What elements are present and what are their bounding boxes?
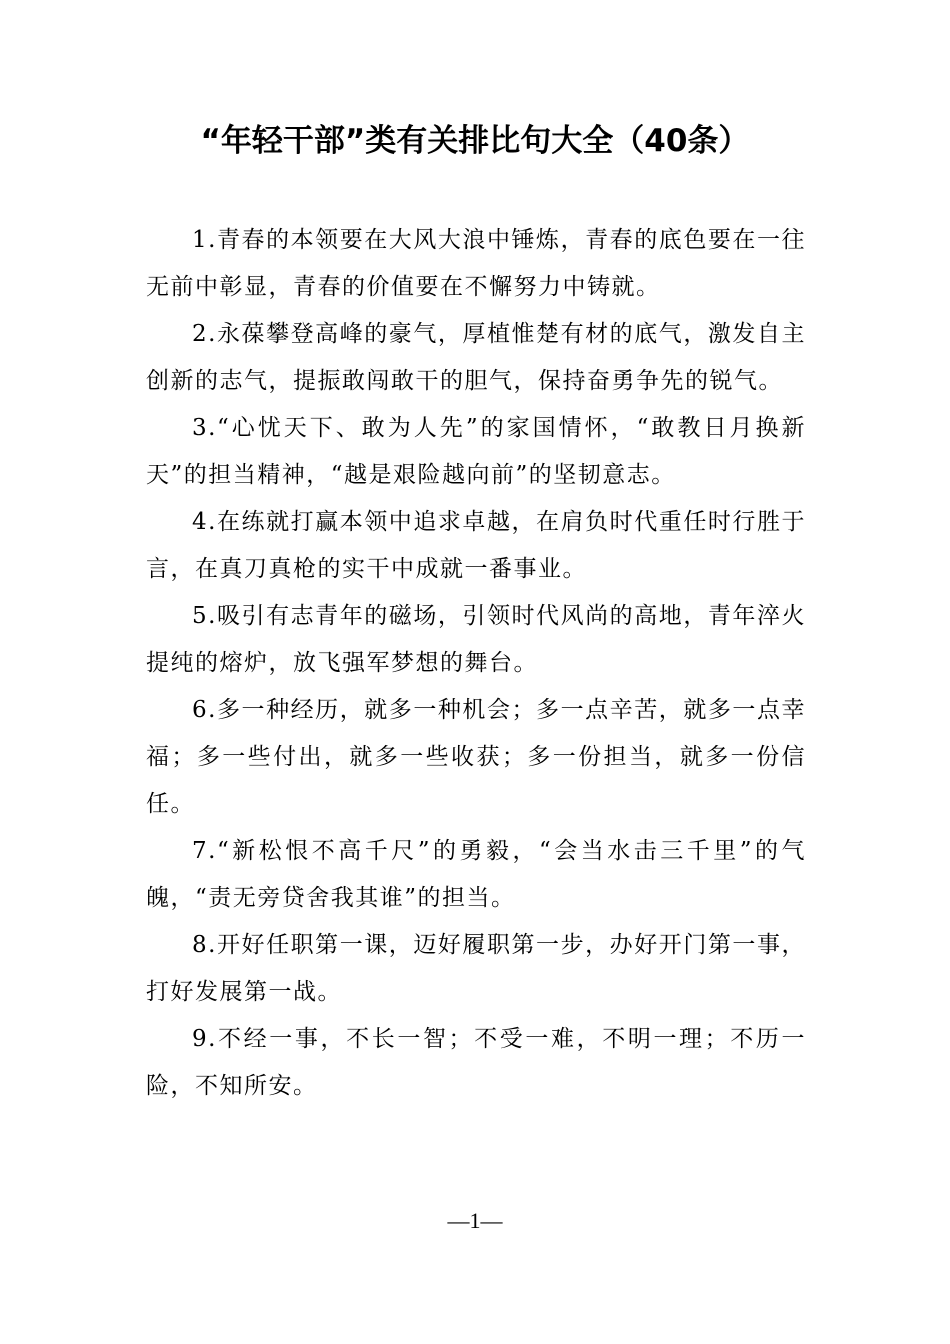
paragraph-1: 1.青春的本领要在大风大浪中锤炼，青春的底色要在一往无前中彰显，青春的价值要在不懈努力中铸就。 [146,227,806,300]
paragraph-8: 8.开好任职第一课，迈好履职第一步，办好开门第一事，打好发展第一战。 [146,932,806,1005]
paragraph-5: 5.吸引有志青年的磁场，引领时代风尚的高地，青年淬火提纯的熔炉，放飞强军梦想的舞台。 [146,603,806,676]
document-title: “年轻干部”类有关排比句大全（40条） [200,123,750,159]
page-number: —1— [447,1208,503,1233]
paragraph-3: 3.“心忧天下、敢为人先”的家国情怀，“敢教日月换新天”的担当精神，“越是艰险越向前”的坚韧意志。 [146,415,806,488]
paragraph-7: 7.“新松恨不高千尺”的勇毅，“会当水击三千里”的气魄，“责无旁贷舍我其谁”的担当。 [146,838,806,911]
document-body [146,217,806,1110]
paragraph-4: 4.在练就打赢本领中追求卓越，在肩负时代重任时行胜于言，在真刀真枪的实干中成就一番事业。 [146,509,806,582]
paragraph-6: 6.多一种经历，就多一种机会；多一点辛苦，就多一点幸福；多一些付出，就多一些收获；多一份担当，就多一份信任。 [146,697,806,817]
paragraph-2: 2.永葆攀登高峰的豪气，厚植惟楚有材的底气，激发自主创新的志气，提振敢闯敢干的胆气，保持奋勇争先的锐气。 [146,321,806,394]
paragraph-9: 9.不经一事，不长一智；不受一难，不明一理；不历一险，不知所安。 [146,1026,806,1099]
